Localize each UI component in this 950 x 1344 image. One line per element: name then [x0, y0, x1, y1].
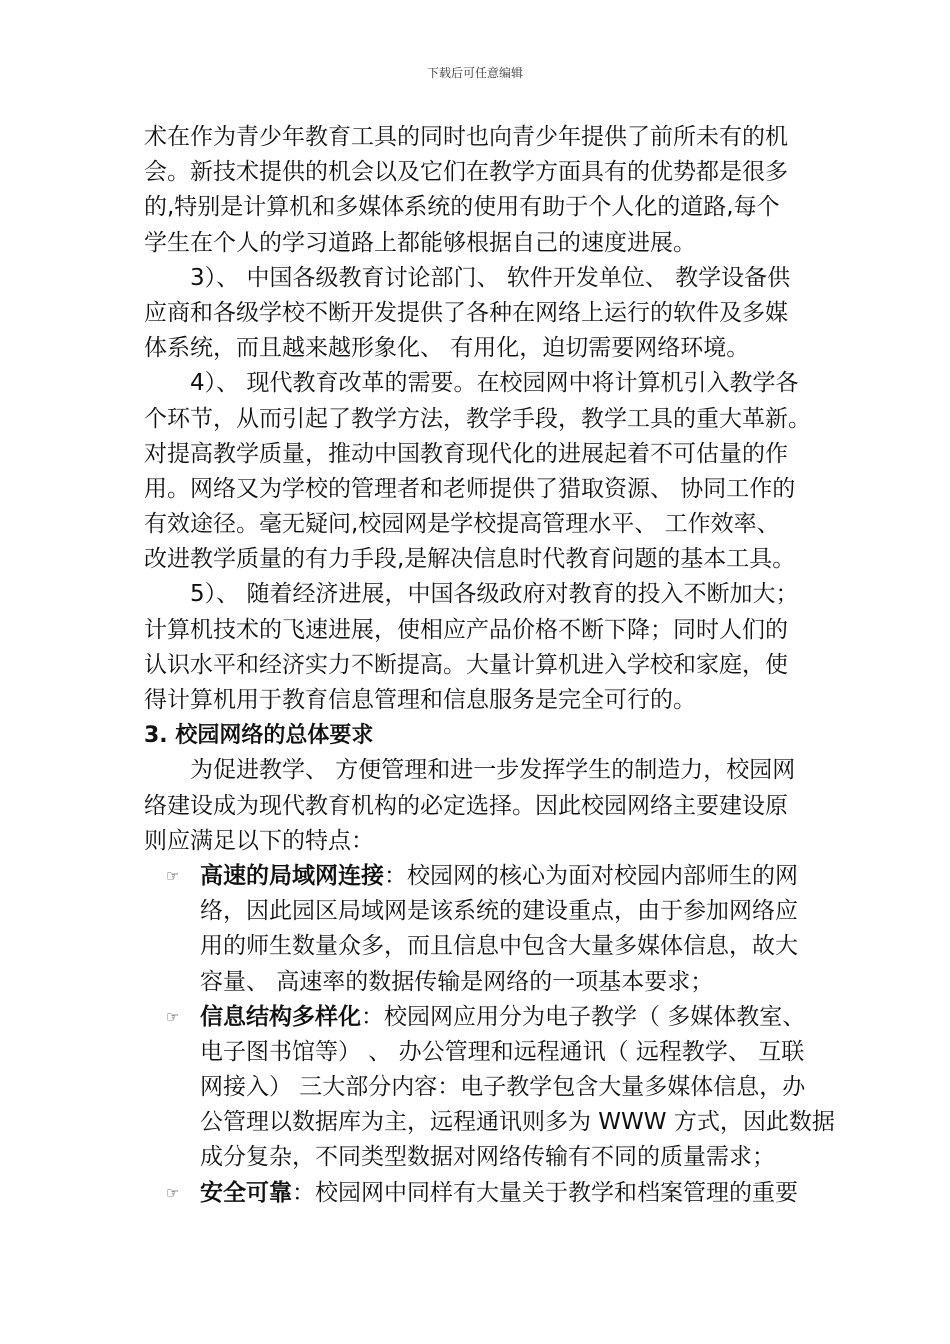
- text-line: 有效途径。毫无疑问,校园网是学校提高管理水平、 工作效率、: [144, 511, 780, 538]
- list-item-term: 高速的局域网连接: [200, 862, 384, 889]
- section-heading: 3. 校园网络的总体要求: [144, 723, 374, 749]
- paragraph-item-3: [144, 261, 814, 367]
- text-line: 体系统，而且越来越形象化、 有用化，迫切需要网络环境。: [144, 335, 750, 362]
- text-line: 则应满足以下的特点：: [144, 827, 374, 854]
- text-line: 络，因此园区局域网是该系统的建设重点，由于参加网络应: [200, 898, 798, 925]
- text-line: 会。新技术提供的机会以及它们在教学方面具有的优势都是很多: [144, 159, 788, 186]
- text-line: 公管理以数据库为主，远程通讯则多为 WWW 方式，因此数据: [200, 1109, 835, 1136]
- text-line: 对提高教学质量，推动中国教育现代化的进展起着不可估量的作: [144, 440, 788, 467]
- text-line: 的,特别是计算机和多媒体系统的使用有助于个人化的道路,每个: [144, 194, 780, 221]
- text-line: 用的师生数量众多，而且信息中包含大量多媒体信息，故大: [200, 933, 798, 960]
- text-line: 容量、 高速率的数据传输是网络的一项基本要求；: [200, 968, 714, 995]
- pointing-hand-icon: ☞: [166, 1007, 180, 1026]
- text-line: 术在作为青少年教育工具的同时也向青少年提供了前所未有的机: [144, 124, 788, 150]
- text-line: 计算机技术的飞速进展，使相应产品价格不断下降；同时人们的: [144, 616, 788, 643]
- text-line: 改进教学质量的有力手段,是解决信息时代教育问题的基本工具。: [144, 546, 796, 573]
- text-line: 络建设成为现代教育机构的必定选择。因此校园网络主要建设原: [144, 792, 788, 819]
- text-line: 得计算机用于教育信息管理和信息服务是完全可行的。: [144, 687, 696, 713]
- list-item-text: ：校园网中同样有大量关于教学和档案管理的重要: [292, 1179, 798, 1206]
- list-item: [144, 1000, 835, 1176]
- list-item-text: ：校园网应用分为电子教学（ 多媒体教室、: [361, 1003, 806, 1030]
- pointing-hand-icon: ☞: [166, 866, 180, 885]
- text-line: 学生在个人的学习道路上都能够根据自己的速度进展。: [144, 229, 696, 256]
- list-item: [144, 1176, 814, 1211]
- pointing-hand-icon: ☞: [166, 1183, 180, 1202]
- requirements-list: [144, 859, 835, 1211]
- text-line: 成分复杂，不同类型数据对网络传输有不同的质量需求；: [200, 1144, 775, 1171]
- text-line: 认识水平和经济实力不断提高。大量计算机进入学校和家庭，使: [144, 651, 788, 678]
- list-item-term: 安全可靠: [200, 1179, 292, 1206]
- section-intro: [144, 753, 814, 859]
- text-line: 个环节，从而引起了教学方法，教学手段，教学工具的重大革新。: [144, 405, 811, 432]
- page-header: 下载后可任意编辑: [426, 66, 523, 80]
- paragraph-item-5: [144, 577, 814, 718]
- paragraph-continuation: [144, 120, 814, 261]
- text-line: 网接入） 三大部分内容：电子教学包含大量多媒体信息，办: [200, 1074, 806, 1101]
- text-line: 4）、 现代教育改革的需要。在校园网中将计算机引入教学各: [190, 370, 799, 397]
- text-line: 用。网络又为学校的管理者和老师提供了猎取资源、 协同工作的: [144, 475, 796, 502]
- text-line: 5）、 随着经济进展，中国各级政府对教育的投入不断加大；: [190, 581, 799, 608]
- text-line: 为促进教学、 方便管理和进一步发挥学生的制造力，校园网: [190, 757, 796, 784]
- paragraph-item-4: [144, 366, 814, 577]
- text-line: 3）、 中国各级教育讨论部门、 软件开发单位、 教学设备供: [190, 264, 791, 291]
- document-body: [144, 120, 835, 1211]
- text-line: 电子图书馆等） 、 办公管理和远程通讯（ 远程教学、 互联: [200, 1038, 805, 1065]
- list-item: [144, 859, 814, 1000]
- text-line: 应商和各级学校不断开发提供了各种在网络上运行的软件及多媒: [144, 299, 788, 326]
- list-item-term: 信息结构多样化: [200, 1003, 361, 1030]
- list-item-text: ：校园网的核心为面对校园内部师生的网: [384, 862, 798, 889]
